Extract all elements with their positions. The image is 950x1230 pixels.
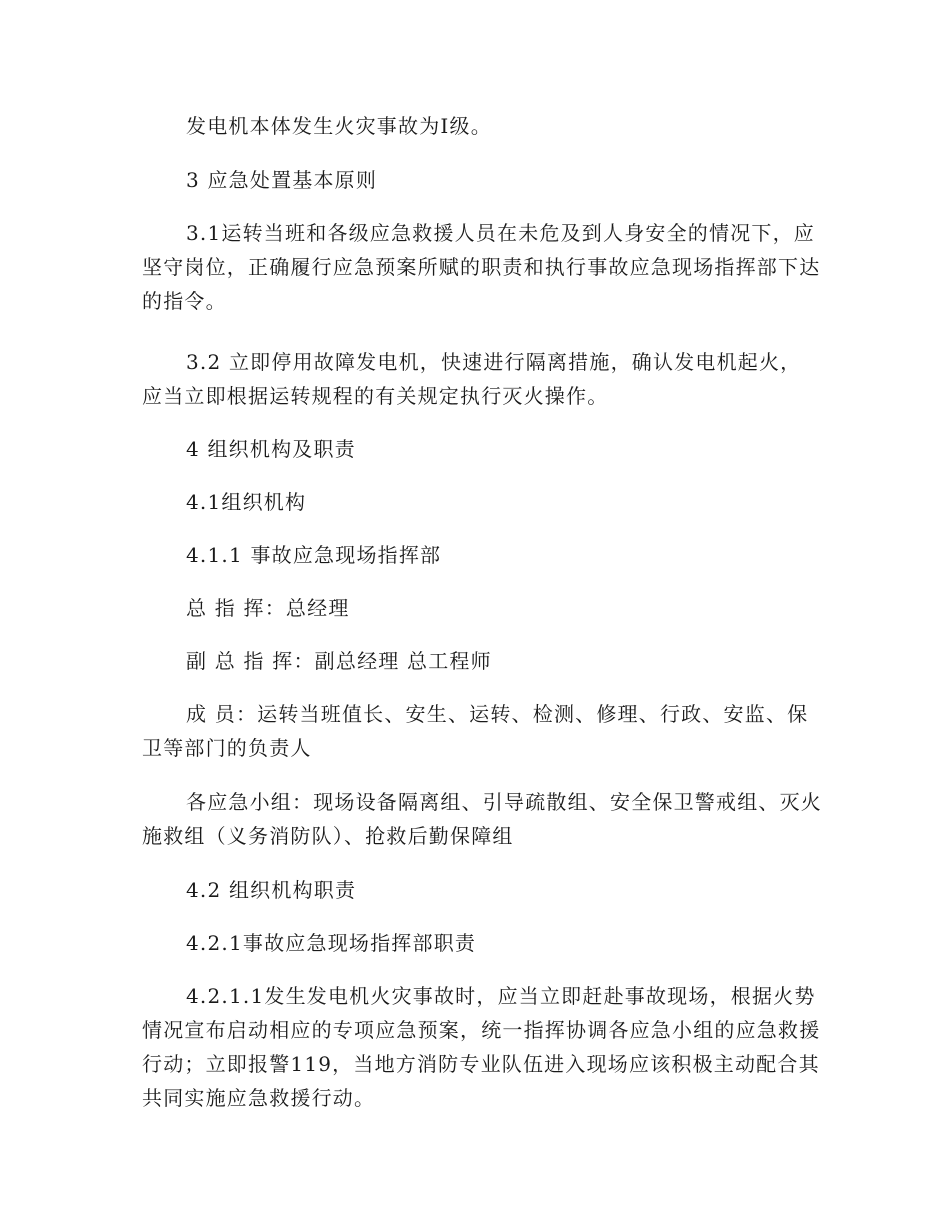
heading-section-3: 3 应急处置基本原则	[186, 168, 378, 192]
paragraph-fire-level: 发电机本体发生火灾事故为Ⅰ级。	[186, 114, 492, 138]
deputy-commander-line: 副 总 指 挥：副总经理 总工程师	[186, 649, 492, 673]
heading-4-1-1: 4.1.1 事故应急现场指挥部	[186, 543, 442, 567]
heading-4-1: 4.1组织机构	[186, 490, 307, 514]
paragraph-3-2: 3.2 立即停用故障发电机，快速进行隔离措施，确认发电机起火，应当立即根据运转规程的有关规定执行灭火操作。	[142, 350, 802, 408]
members-line: 成 员：运转当班值长、安生、运转、检测、修理、行政、安监、保卫等部门的负责人	[142, 702, 809, 760]
emergency-groups-line: 各应急小组：现场设备隔离组、引导疏散组、安全保卫警戒组、灭火施救组（义务消防队）、抢救后勤保障组	[142, 790, 822, 848]
paragraph-3-1: 3.1运转当班和各级应急救援人员在未危及到人身安全的情况下，应坚守岗位，正确履行应急预案所赋的职责和执行事故应急现场指挥部下达的指令。	[142, 221, 821, 313]
heading-4-2: 4.2 组织机构职责	[186, 878, 357, 902]
heading-section-4: 4 组织机构及职责	[186, 437, 356, 461]
commander-line: 总 指 挥：总经理	[186, 596, 350, 620]
heading-4-2-1: 4.2.1事故应急现场指挥部职责	[186, 931, 477, 955]
paragraph-4-2-1-1: 4.2.1.1发生发电机火灾事故时，应当立即赶赴事故现场，根据火势情况宣布启动相应的专项应急预案，统一指挥协调各应急小组的应急救援行动；立即报警119，当地方消防专业队伍进入现场应该积极主动配合其共同实施应急救援行动。	[142, 984, 821, 1110]
